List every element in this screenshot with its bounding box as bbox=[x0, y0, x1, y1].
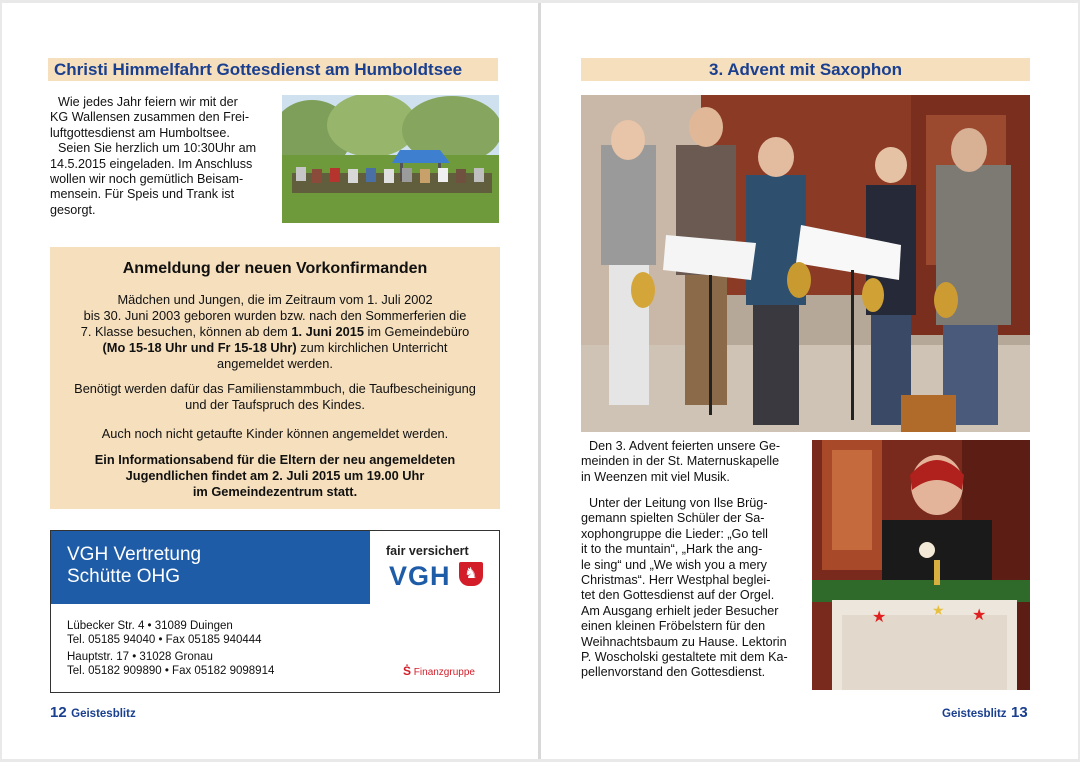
right-page bbox=[541, 3, 1078, 759]
hours-highlight: (Mo 15-18 Uhr und Fr 15-18 Uhr) bbox=[102, 340, 297, 355]
vgh-blue-panel bbox=[51, 531, 370, 604]
text-line: Tel. 05182 909890 • Fax 05182 9098914 bbox=[67, 665, 275, 678]
text-span: im Gemeindebüro bbox=[363, 324, 470, 339]
vgh-address-gronau bbox=[67, 650, 274, 678]
advent-paragraph-2 bbox=[581, 496, 799, 681]
text-line: Tel. 05185 94040 • Fax 05185 940444 bbox=[67, 634, 262, 647]
vgh-slogan: fair versichert bbox=[386, 544, 469, 558]
text-line: Seien Sie herzlich um 10:30Uhr am bbox=[58, 141, 257, 156]
text-line: it to the muntain“, „Hark the ang- bbox=[581, 542, 763, 557]
text-line: und der Taufspruch des Kindes. bbox=[185, 397, 365, 412]
text-span: zum kirchlichen Unterricht bbox=[296, 340, 448, 355]
page-footer-right bbox=[942, 704, 1028, 722]
date-highlight: 1. Juni 2015 bbox=[291, 324, 364, 339]
photo-saxophone-group bbox=[581, 95, 1030, 432]
text-line: Lübecker Str. 4 • 31089 Duingen bbox=[67, 620, 233, 632]
text-line: le sing“ und „We wish you a mery bbox=[581, 557, 767, 572]
left-page bbox=[2, 3, 538, 759]
text-line: angemeldet werden. bbox=[217, 356, 333, 371]
text-line: Jugendlichen findet am 2. Juli 2015 um 19.00 Uhr bbox=[125, 468, 425, 483]
text-line: P. Woscholski gestaltete mit dem Ka- bbox=[581, 650, 788, 665]
box-paragraph-2 bbox=[60, 381, 490, 413]
text-line: im Gemeindezentrum statt. bbox=[192, 484, 358, 499]
svg-text:★: ★ bbox=[932, 602, 945, 618]
box-paragraph-1 bbox=[60, 292, 490, 372]
text-line: tet den Gottesdienst auf der Orgel. bbox=[581, 588, 775, 603]
box-paragraph-4 bbox=[60, 452, 490, 500]
heading-advent: 3. Advent mit Saxophon bbox=[581, 58, 1030, 81]
magazine-title: Geistesblitz bbox=[942, 708, 1007, 720]
text-line: luftgottesdienst am Humboltsee. bbox=[50, 125, 230, 140]
svg-text:★: ★ bbox=[872, 609, 887, 626]
text-line: einen kleinen Fröbelstern für den bbox=[581, 619, 766, 634]
page-number: 12 bbox=[50, 704, 67, 721]
text-line: KG Wallensen zusammen den Frei- bbox=[50, 110, 250, 125]
text-line: Christmas“. Herr Westphal beglei- bbox=[581, 573, 771, 588]
text-line: Unter der Leitung von Ilse Brüg- bbox=[589, 496, 768, 510]
text-line: gesorgt. bbox=[50, 202, 96, 217]
text-line: 14.5.2015 eingeladen. Im Anschluss bbox=[50, 156, 253, 171]
text-line: Wie jedes Jahr feiern wir mit der bbox=[58, 95, 238, 109]
vgh-advertisement bbox=[50, 530, 500, 693]
text-line bbox=[60, 324, 490, 340]
text-line: bis 30. Juni 2003 geboren wurden bzw. nach den Sommerferien die bbox=[83, 308, 467, 323]
text-line: pellenvorstand den Gottesdienst. bbox=[581, 665, 766, 680]
box-paragraph-3: Auch noch nicht getaufte Kinder können angemeldet werden. bbox=[101, 426, 449, 441]
magazine-title: Geistesblitz bbox=[71, 708, 136, 720]
text-line: Am Ausgang erhielt jeder Besucher bbox=[581, 603, 779, 618]
sparkasse-finanzgruppe bbox=[403, 664, 475, 678]
text-span: 7. Klasse besuchen, können ab dem bbox=[80, 324, 292, 339]
text-line: Schütte OHG bbox=[67, 566, 180, 587]
intro-paragraph bbox=[50, 95, 268, 218]
horse-icon: ♞ bbox=[459, 562, 483, 586]
text-line: Hauptstr. 17 • 31028 Gronau bbox=[67, 651, 213, 663]
heading-himmelfahrt: Christi Himmelfahrt Gottesdienst am Humboldtsee bbox=[48, 58, 498, 81]
vgh-company-name bbox=[67, 544, 201, 588]
text-line: Ein Informationsabend für die Eltern der neu angemeldeten bbox=[94, 452, 456, 467]
finanzgruppe-label: Finanzgruppe bbox=[413, 667, 475, 678]
text-line: meinden in der St. Maternuskapelle bbox=[581, 454, 780, 469]
text-line: gemann spielten Schüler der Sa- bbox=[581, 511, 765, 526]
page-number: 13 bbox=[1011, 704, 1028, 721]
text-line bbox=[60, 340, 490, 356]
text-line: Weihnachtsbaum zu Hause. Lektorin bbox=[581, 634, 787, 649]
text-line: xophongruppe die Lieder: „Go tell bbox=[581, 526, 768, 541]
vgh-logo: VGH bbox=[389, 561, 451, 591]
page-footer-left bbox=[50, 704, 136, 722]
text-line: in Weenzen mit viel Musik. bbox=[581, 469, 730, 484]
text-line: Mädchen und Jungen, die im Zeitraum vom 1. Juli 2002 bbox=[117, 292, 433, 307]
vorkonfirmanden-box bbox=[50, 247, 500, 509]
photo-advent-wreath bbox=[812, 440, 1030, 690]
advent-paragraph-1 bbox=[581, 439, 799, 485]
box-title: Anmeldung der neuen Vorkonfirmanden bbox=[122, 260, 428, 277]
text-line: wollen wir noch gemütlich Beisam- bbox=[50, 172, 244, 187]
photo-outdoor-service bbox=[282, 95, 499, 223]
svg-text:★: ★ bbox=[972, 607, 987, 624]
text-line: Benötigt werden dafür das Familienstammbuch, die Taufbescheinigung bbox=[74, 381, 476, 396]
text-line: mensein. Für Speis und Trank ist bbox=[50, 187, 235, 202]
text-line: VGH Vertretung bbox=[67, 544, 202, 565]
text-line: Den 3. Advent feierten unsere Ge- bbox=[589, 439, 781, 453]
sparkasse-icon: Ṡ bbox=[403, 664, 412, 678]
vgh-address-duingen bbox=[67, 619, 262, 647]
